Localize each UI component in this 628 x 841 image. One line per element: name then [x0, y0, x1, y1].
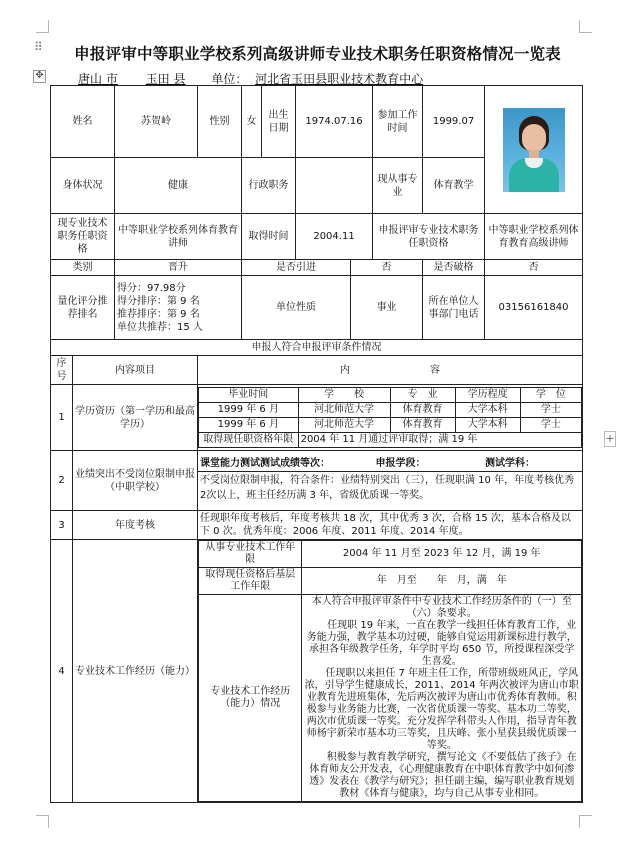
years-value: 2004 年 11 月通过评审取得；满 19 年 — [298, 433, 581, 448]
header-city: 唐山 市 — [78, 72, 118, 86]
score-line: 单位共推荐：15 人 — [117, 321, 203, 333]
exp-paragraph: 本人符合申报评审条件中专业技术工作经历条件的（一）至（六）条要求。 — [311, 596, 572, 619]
qual-value: 中等职业学校系列体育教育讲师 — [115, 214, 242, 260]
hr-phone-value: 03156161840 — [485, 276, 583, 340]
category-label: 类别 — [51, 260, 115, 276]
test-stage-label: 申报学段： — [375, 458, 426, 469]
education-cell — [198, 385, 583, 451]
intro-label: 是否引进 — [242, 260, 351, 276]
table-row — [199, 403, 582, 418]
hr-phone-label: 所在单位人事部门电话 — [423, 276, 485, 340]
work-years-value: 2004 年 11 月至 2023 年 12 月，满 19 年 — [302, 541, 582, 568]
score-line: 推荐排序：第 9 名 — [117, 308, 200, 320]
row3-seq: 3 — [51, 511, 73, 540]
row2-item: 业绩突出不受岗位限制申报（中职学校） — [73, 451, 198, 511]
row2-text: 不受岗位限制申报，符合条件：业绩特别突出（三），任现职满 10 年，年度考核优秀 2次以上，班主任经历满 3 年，省级优质课一等奖。 — [200, 475, 575, 501]
table-row — [199, 418, 582, 433]
row3-item: 年度考核 — [73, 511, 198, 540]
work-start-label: 参加工作时间 — [373, 86, 423, 158]
break-label: 是否破格 — [423, 260, 485, 276]
edu-cell: 1999 年 6 月 — [199, 418, 299, 433]
current-job-label: 现从事专业 — [373, 158, 423, 214]
admin-value — [296, 158, 373, 214]
break-value: 否 — [485, 260, 583, 276]
row4-content — [198, 540, 583, 803]
row2-content — [198, 451, 583, 511]
birth-label: 出生日期 — [262, 86, 296, 158]
crop-mark-bottom-right — [579, 815, 592, 828]
edu-header: 学 校 — [298, 388, 390, 403]
edu-cell: 体育教育 — [390, 418, 455, 433]
gender-value: 女 — [242, 86, 262, 158]
name-label: 姓名 — [51, 86, 115, 158]
exp-label: 专业技术工作经历（能力）情况 — [199, 595, 302, 802]
edu-cell: 体育教育 — [390, 403, 455, 418]
row4-inner — [198, 540, 582, 802]
exp-text — [302, 595, 582, 802]
edu-header: 学历程度 — [455, 388, 520, 403]
test-result-line — [198, 457, 582, 472]
edu-cell: 河北师范大学 — [298, 403, 390, 418]
test-subject-label: 测试学科： — [484, 458, 535, 469]
years-label: 取得现任职资格年限 — [199, 433, 299, 448]
exp-paragraph: 积极参与教育教学研究，撰写论文《不要低估了孩子》在体育师友公开发表，《心理健康教育在中职体育教学中如何渗透》发表在《教学与研究》；担任副主编，编写职业教育规划教材《体育与健康》，均与自己从事专业相同。 — [309, 752, 577, 799]
exp-paragraph: 任现职以来担任 7 年班主任工作，所带班级班风正，学风浓，引导学生健康成长，2011、2014 年两次被评为唐山市职业教育先进班集体，先后两次被评为唐山市优秀体育教师。积极参与业务能力比赛，一次省优质课一等奖、基本功二等奖，两次市优质课一等奖。充分发挥学科带头人作用，指导青年教师杨宇新荣市基本功三等奖，且庆峰、张小星获县级优质课一等奖。 — [304, 668, 579, 751]
crop-mark-bottom-left — [36, 815, 49, 828]
health-value: 健康 — [115, 158, 242, 214]
drag-handle-icon[interactable]: ⠿ — [34, 40, 42, 54]
crop-mark-top-left — [36, 20, 49, 33]
education-table — [198, 387, 582, 448]
row4-seq: 4 — [51, 540, 73, 803]
grassroots-value: 年 月至 年 月，满 年 — [302, 568, 582, 595]
admin-label: 行政职务 — [242, 158, 296, 214]
row4-item: 专业技术工作经历（能力） — [73, 540, 198, 803]
header-county: 玉田 县 — [145, 72, 186, 86]
add-row-icon[interactable]: + — [605, 432, 615, 445]
obtain-label: 取得时间 — [242, 214, 296, 260]
score-values — [115, 276, 242, 340]
gender-label: 性别 — [198, 86, 242, 158]
edu-cell: 大学本科 — [455, 418, 520, 433]
exp-paragraph: 任现职 19 年来，一直在教学一线担任体育教育工作，业务能力强，教学基本功过硬，能够自觉运用新课标进行教学，承担各年级教学任务，年学时平均 650 节，所授课程深受学生喜爱。 — [306, 620, 577, 667]
qual-label: 现专业技术职务任职资格 — [51, 214, 115, 260]
health-label: 身体状况 — [51, 158, 115, 214]
score-label: 量化评分推荐排名 — [51, 276, 115, 340]
seq-header: 序号 — [51, 356, 73, 385]
edu-header: 毕业时间 — [199, 388, 299, 403]
edu-cell: 学士 — [520, 403, 581, 418]
apply-label: 申报评审专业技术职务任职资格 — [373, 214, 485, 260]
apply-value: 中等职业学校系列体育教育高级讲师 — [485, 214, 583, 260]
content-header: 内 容 — [198, 356, 583, 385]
edu-header: 学 位 — [520, 388, 581, 403]
work-start-value: 1999.07 — [423, 86, 485, 158]
edu-cell: 学士 — [520, 418, 581, 433]
header-unit-label: 单位： — [211, 72, 248, 86]
info-table — [50, 85, 583, 803]
unit-nature-value: 事业 — [351, 276, 423, 340]
birth-value: 1974.07.16 — [296, 86, 373, 158]
edu-cell: 大学本科 — [455, 403, 520, 418]
current-job-value: 体育教学 — [423, 158, 485, 214]
unit-nature-label: 单位性质 — [242, 276, 351, 340]
crop-mark-top-right — [579, 20, 592, 33]
row1-seq: 1 — [51, 385, 73, 451]
row2-inner — [198, 457, 582, 504]
obtain-value: 2004.11 — [296, 214, 373, 260]
intro-value: 否 — [351, 260, 423, 276]
photo-cell — [485, 86, 583, 214]
header-unit: 河北省玉田县职业技术教育中心 — [255, 72, 424, 86]
name-value: 苏贺岭 — [115, 86, 198, 158]
edu-cell: 1999 年 6 月 — [199, 403, 299, 418]
applicant-photo — [503, 108, 565, 192]
grassroots-label: 取得现任资格后基层工作年限 — [199, 568, 302, 595]
score-line: 得分：97.98分 — [117, 282, 186, 294]
row2-seq: 2 — [51, 451, 73, 511]
test-grade-label: 课堂能力测试测试成绩等次： — [200, 458, 330, 469]
document-title: 申报评审中等职业学校系列高级讲师专业技术职务任职资格情况一览表 — [74, 45, 561, 63]
edu-header: 专 业 — [390, 388, 455, 403]
score-line: 得分排序：第 9 名 — [117, 295, 200, 307]
edu-cell: 河北师范大学 — [298, 418, 390, 433]
category-value: 晋升 — [115, 260, 242, 276]
section-title: 申报人符合申报评审条件情况 — [51, 340, 583, 356]
row3-text: 任现职年度考核后，年度考核共 18 次，其中优秀 3 次，合格 15 次，基本合格及以下 0 次。优秀年度：2006 年度、2011 年度、2014 年度。 — [198, 511, 583, 540]
work-years-label: 从事专业技术工作年限 — [199, 541, 302, 568]
row1-item: 学历资历（第一学历和最高学历） — [73, 385, 198, 451]
move-table-icon[interactable]: ✥ — [33, 70, 46, 83]
item-header: 内容项目 — [73, 356, 198, 385]
